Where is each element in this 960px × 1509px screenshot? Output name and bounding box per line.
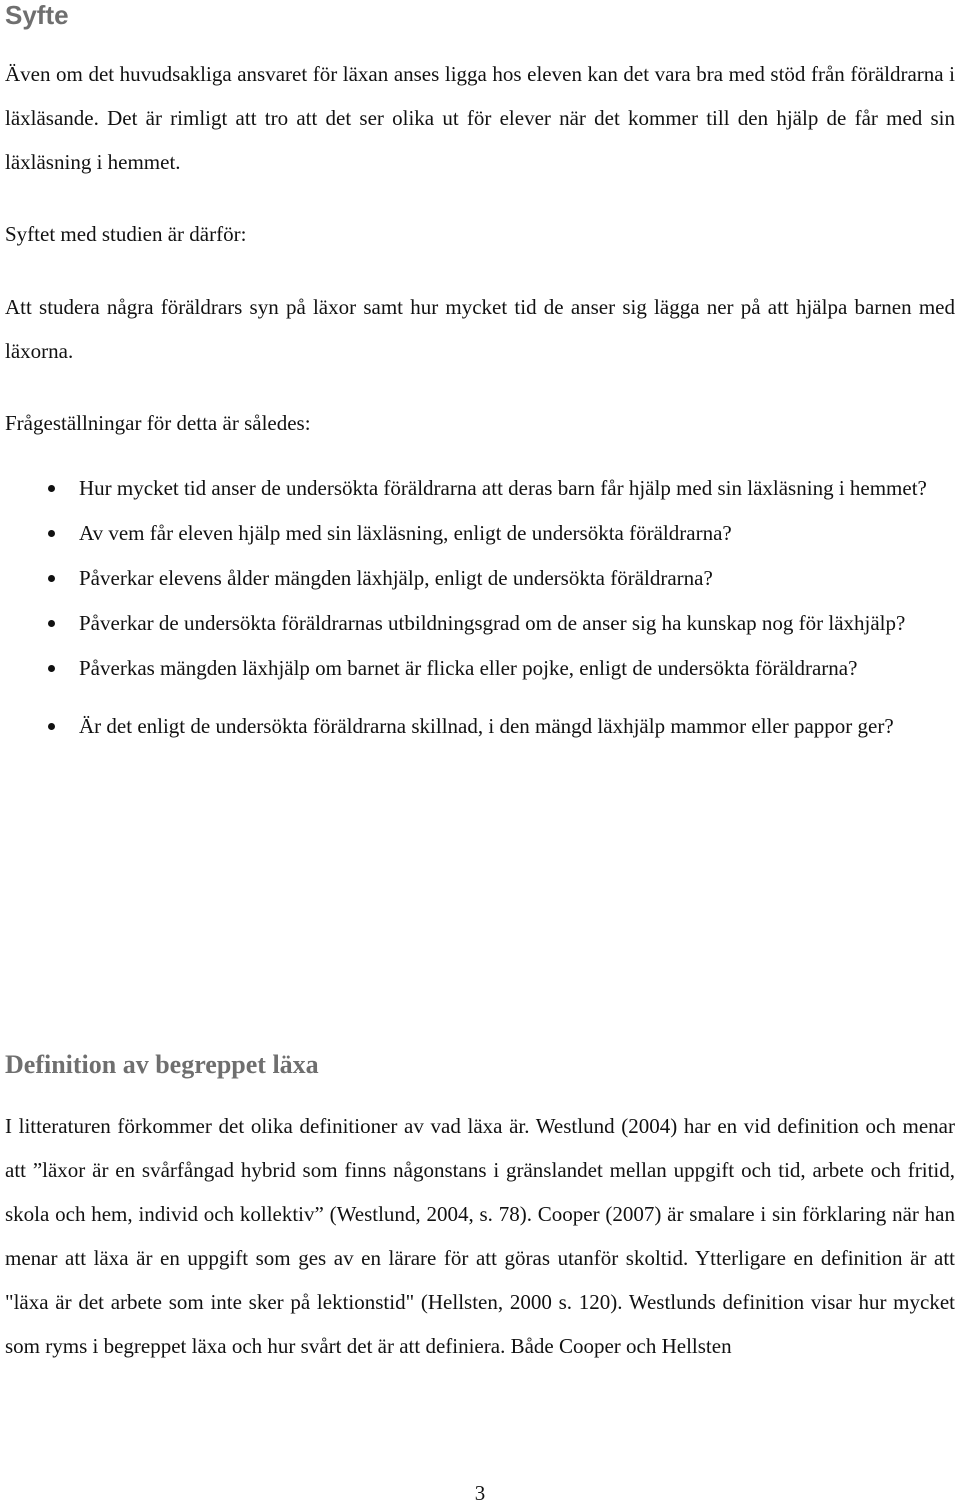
bullet-icon	[48, 530, 55, 537]
list-item-text: Påverkas mängden läxhjälp om barnet är flicka eller pojke, enligt de undersökta föräldrarna?	[79, 656, 858, 680]
list-item	[0, 556, 949, 600]
list-item	[0, 466, 949, 510]
paragraph-definition: I litteraturen förkommer det olika definitioner av vad läxa är. Westlund (2004) har en vid definition och menar att ”läxor är en svårfångad hybrid som finns någonstans i gränslandet mellan uppgift och tid, arbete och fritid, skola och hem, individ och kollektiv” (Westlund, 2004, s. 78). Cooper (2007) är smalare i sin förklaring när han menar att läxa är en uppgift som ges av en lärare för att göras utanför skoltid. Ytterligare en definition är att "läxa är det arbete som inte sker på lektionstid" (Hellsten, 2000 s. 120). Westlunds definition visar hur mycket som ryms i begreppet läxa och hur svårt det är att definiera. Både Cooper och Hellsten	[5, 1114, 955, 1358]
list-item	[0, 704, 949, 748]
list-item-text: Av vem får eleven hjälp med sin läxläsning, enligt de undersökta föräldrarna?	[79, 521, 732, 545]
paragraph-intro: Även om det huvudsakliga ansvaret för läxan anses ligga hos eleven kan det vara bra med stöd från föräldrarna i läxläsande. Det är rimligt att tro att det ser olika ut för elever när det kommer till den hjälp de får med sin läxläsning i hemmet.	[5, 62, 955, 174]
paragraph-questions-lead: Frågeställningar för detta är således:	[5, 411, 311, 435]
bullet-icon	[48, 665, 55, 672]
list-item	[0, 601, 949, 645]
section-heading-definition: Definition av begreppet läxa	[5, 1050, 319, 1079]
section-heading-syfte: Syfte	[5, 0, 69, 30]
list-item-text: Hur mycket tid anser de undersökta föräldrarna att deras barn får hjälp med sin läxläsning i hemmet?	[79, 476, 927, 500]
paragraph-purpose: Att studera några föräldrars syn på läxor samt hur mycket tid de anser sig lägga ner på att hjälpa barnen med läxorna.	[5, 295, 955, 363]
list-item-text: Påverkar de undersökta föräldrarnas utbildningsgrad om de anser sig ha kunskap nog för läxhjälp?	[79, 611, 906, 635]
bullet-icon	[48, 485, 55, 492]
list-item	[0, 511, 949, 555]
page-number: 3	[474, 1481, 486, 1505]
list-item	[0, 646, 949, 690]
bullet-icon	[48, 620, 55, 627]
bullet-icon	[48, 723, 55, 730]
bullet-icon	[48, 575, 55, 582]
paragraph-purpose-lead: Syftet med studien är därför:	[5, 222, 247, 246]
research-questions-list	[0, 466, 960, 749]
list-item-text: Är det enligt de undersökta föräldrarna skillnad, i den mängd läxhjälp mammor eller pappor ger?	[79, 714, 894, 738]
list-item-text: Påverkar elevens ålder mängden läxhjälp, enligt de undersökta föräldrarna?	[79, 566, 713, 590]
